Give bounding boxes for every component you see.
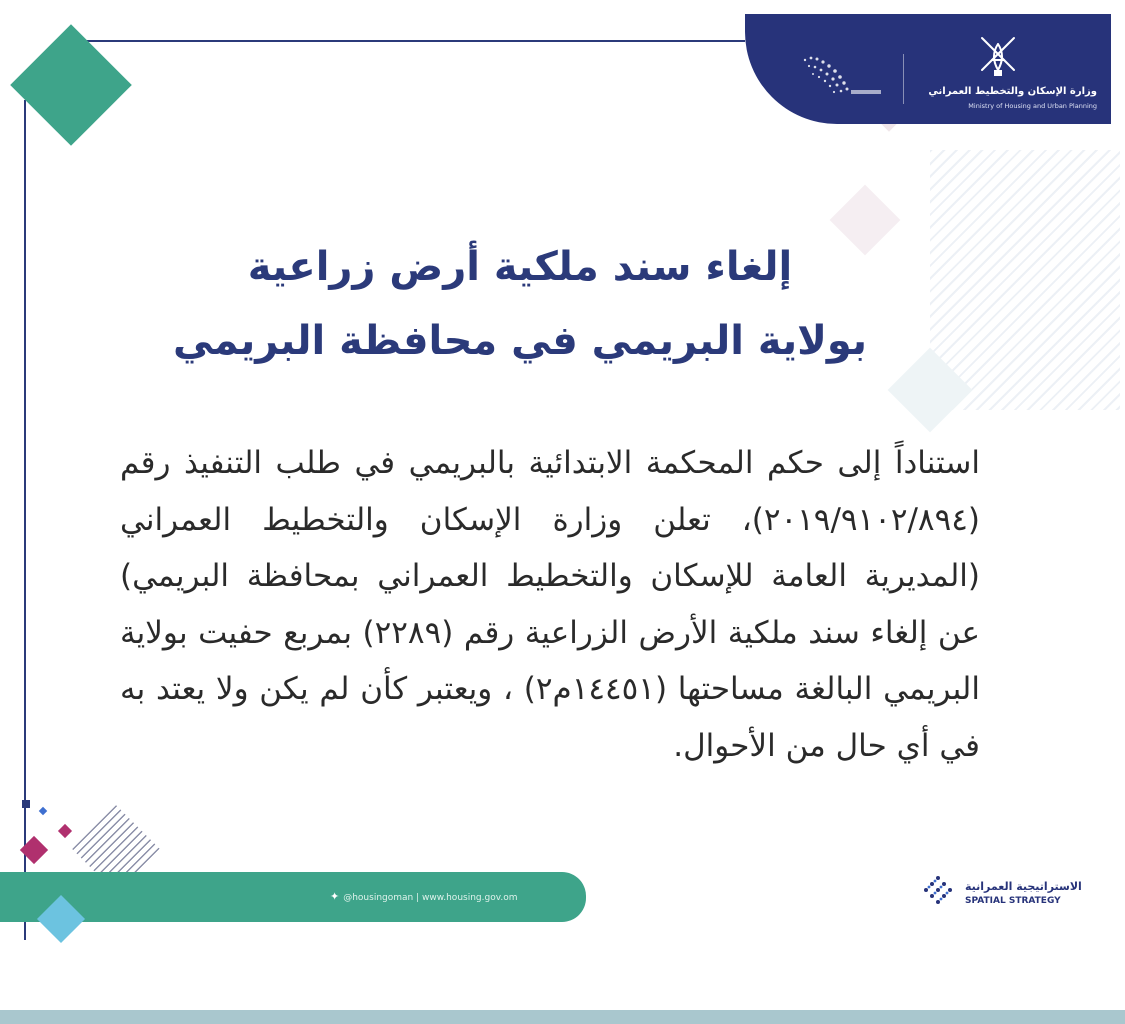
twitter-bird-icon: ✦ [330,890,340,903]
spatial-strategy-logo-icon [918,870,958,910]
ministry-name-ar: وزارة الإسكان والتخطيط العمراني [928,86,1097,97]
title-line-1: إلغاء سند ملكية أرض زراعية [247,244,793,290]
bottom-strip [0,1010,1125,1024]
decorative-stripes [930,150,1120,410]
vision-logo-icon [785,40,895,110]
decorative-square [39,807,47,815]
spatial-strategy-name-en: SPATIAL STRATEGY [965,896,1061,906]
announcement-title [120,230,920,378]
pink-diamond-decoration [58,824,72,838]
frame-left-line [24,100,26,940]
frame-top-line [80,40,745,42]
oman-emblem-icon [970,30,1026,82]
title-line-2: بولاية البريمي في محافظة البريمي [172,318,868,364]
header-divider [903,54,904,104]
footer-social-text: @housingoman | www.housing.gov.om [343,893,518,903]
decorative-square [22,800,30,808]
ministry-name-en: Ministry of Housing and Urban Planning [968,102,1097,110]
ministry-header [745,14,1111,124]
announcement-body: استناداً إلى حكم المحكمة الابتدائية بالبريمي في طلب التنفيذ رقم (٢٠١٩/٩١٠٢/٨٩٤)، تعلن وزارة الإسكان والتخطيط العمراني (المديرية العامة للإسكان والتخطيط العمراني بمحافظة البريمي) عن إلغاء سند ملكية الأرض الزراعية رقم (٢٢٨٩) بمربع حفيت بولاية البريمي البالغة مساحتها (١٤٤٥١م٢) ، ويعتبر كأن لم يكن ولا يعتد به في أي حال من الأحوال. [120,445,980,764]
green-diamond-decoration [10,24,132,146]
spatial-strategy-name-ar: الاستراتيجية العمرانية [965,880,1082,893]
footer-social [330,890,517,903]
